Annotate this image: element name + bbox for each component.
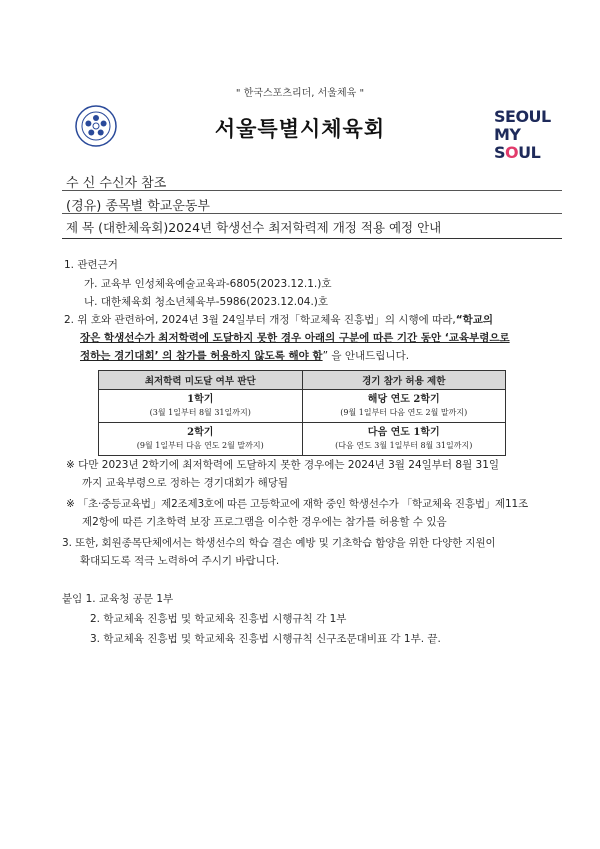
cell-sub: (다음 연도 3월 1일부터 8월 31일까지) [335, 441, 473, 450]
section-2-line3 [80, 348, 409, 364]
divider [62, 213, 562, 214]
cell-sub: (3월 1일부터 8월 31일까지) [149, 408, 251, 417]
section-2-emphasis-a: 장은 학생선수가 최저학력에 도달하지 못한 경우 아래의 구분에 따른 기간 동안 ‘교육부령으로 [80, 332, 510, 344]
slogan: " 한국스포츠리더, 서울체육 " [235, 88, 365, 99]
section-2-emphasis-b: 정하는 경기대회’ 의 참가를 허용하지 않도록 해야 함 [80, 350, 323, 362]
section-1-ga: 가. 교육부 인성체육예술교육과-6805(2023.12.1.)호 [84, 278, 332, 290]
attachment-3: 3. 학교체육 진흥법 및 학교체육 진흥법 시행규칙 신구조문대비표 각 1부. 끝. [90, 633, 441, 645]
table-header-cell: 최저학력 미도달 여부 판단 [99, 371, 303, 390]
note-1-line1: ※ 다만 2023년 2학기에 최저학력에 도달하지 못한 경우에는 2024년 3월 24일부터 8월 31일 [66, 459, 500, 471]
section-2-line2 [80, 330, 510, 346]
table-cell [99, 423, 303, 456]
section-1-title: 1. 관련근거 [64, 259, 118, 271]
eligibility-table [98, 370, 506, 456]
attachment-1: 붙임 1. 교육청 공문 1부 [62, 593, 174, 605]
cell-main: 1학기 [187, 394, 214, 405]
note-1-line2: 까지 교육부령으로 정하는 경기대회가 해당됨 [82, 477, 289, 489]
divider [62, 190, 562, 191]
table-header-cell: 경기 참가 허용 제한 [302, 371, 506, 390]
seoul-my-soul-brand-logo [494, 107, 554, 162]
brand-heart-accent: O [505, 143, 519, 162]
cell-sub: (9월 1일부터 다음 연도 2월 말까지) [136, 441, 264, 450]
table-row [99, 423, 506, 456]
via-line: (경유) 종목별 학교운동부 [66, 199, 210, 214]
cell-main: 다음 연도 1학기 [367, 427, 440, 438]
section-2-quote-open: “학교의 [455, 314, 494, 326]
section-2-text-a: 2. 위 호와 관련하여, 2024년 3월 24일부터 개정「학교체육 진흥법」의 시행에 따라, [64, 314, 456, 326]
section-2-line1 [64, 312, 493, 328]
note-2-line2: 제2항에 따른 기초학력 보장 프로그램을 이수한 경우에는 참가를 허용할 수 있음 [82, 516, 447, 528]
cell-main: 2학기 [187, 427, 214, 438]
table-cell [302, 390, 506, 423]
org-title: 서울특별시체육회 [214, 117, 386, 141]
section-3-line1: 3. 또한, 회원종목단체에서는 학생선수의 학습 결손 예방 및 기초학습 함양을 위한 다양한 지원이 [62, 537, 496, 549]
note-2-line1: ※ 「초·중등교육법」제2조제3호에 따른 고등학교에 재학 중인 학생선수가 「학교체육 진흥법」제11조 [66, 498, 528, 510]
table-header-row [99, 371, 506, 390]
subject-line: 제 목 (대한체육회)2024년 학생선수 최저학력제 개정 적용 예정 안내 [66, 220, 442, 235]
recipient-line: 수 신 수신자 참조 [66, 176, 167, 191]
brand-line1: SEOUL [494, 107, 551, 126]
table-row [99, 390, 506, 423]
attachment-2: 2. 학교체육 진흥법 및 학교체육 진흥법 시행규칙 각 1부 [90, 613, 347, 625]
section-2-text-end: ” 을 안내드립니다. [322, 350, 410, 362]
divider [62, 238, 562, 239]
brand-line2: MY SOUL [494, 125, 541, 162]
section-1-na: 나. 대한체육회 청소년체육부-5986(2023.12.04.)호 [84, 296, 329, 308]
cell-sub: (9월 1일부터 다음 연도 2월 말까지) [340, 408, 468, 417]
table-cell [99, 390, 303, 423]
cell-main: 해당 연도 2학기 [367, 394, 440, 405]
table-cell [302, 423, 506, 456]
section-3-line2: 확대되도록 적극 노력하여 주시기 바랍니다. [80, 555, 280, 567]
